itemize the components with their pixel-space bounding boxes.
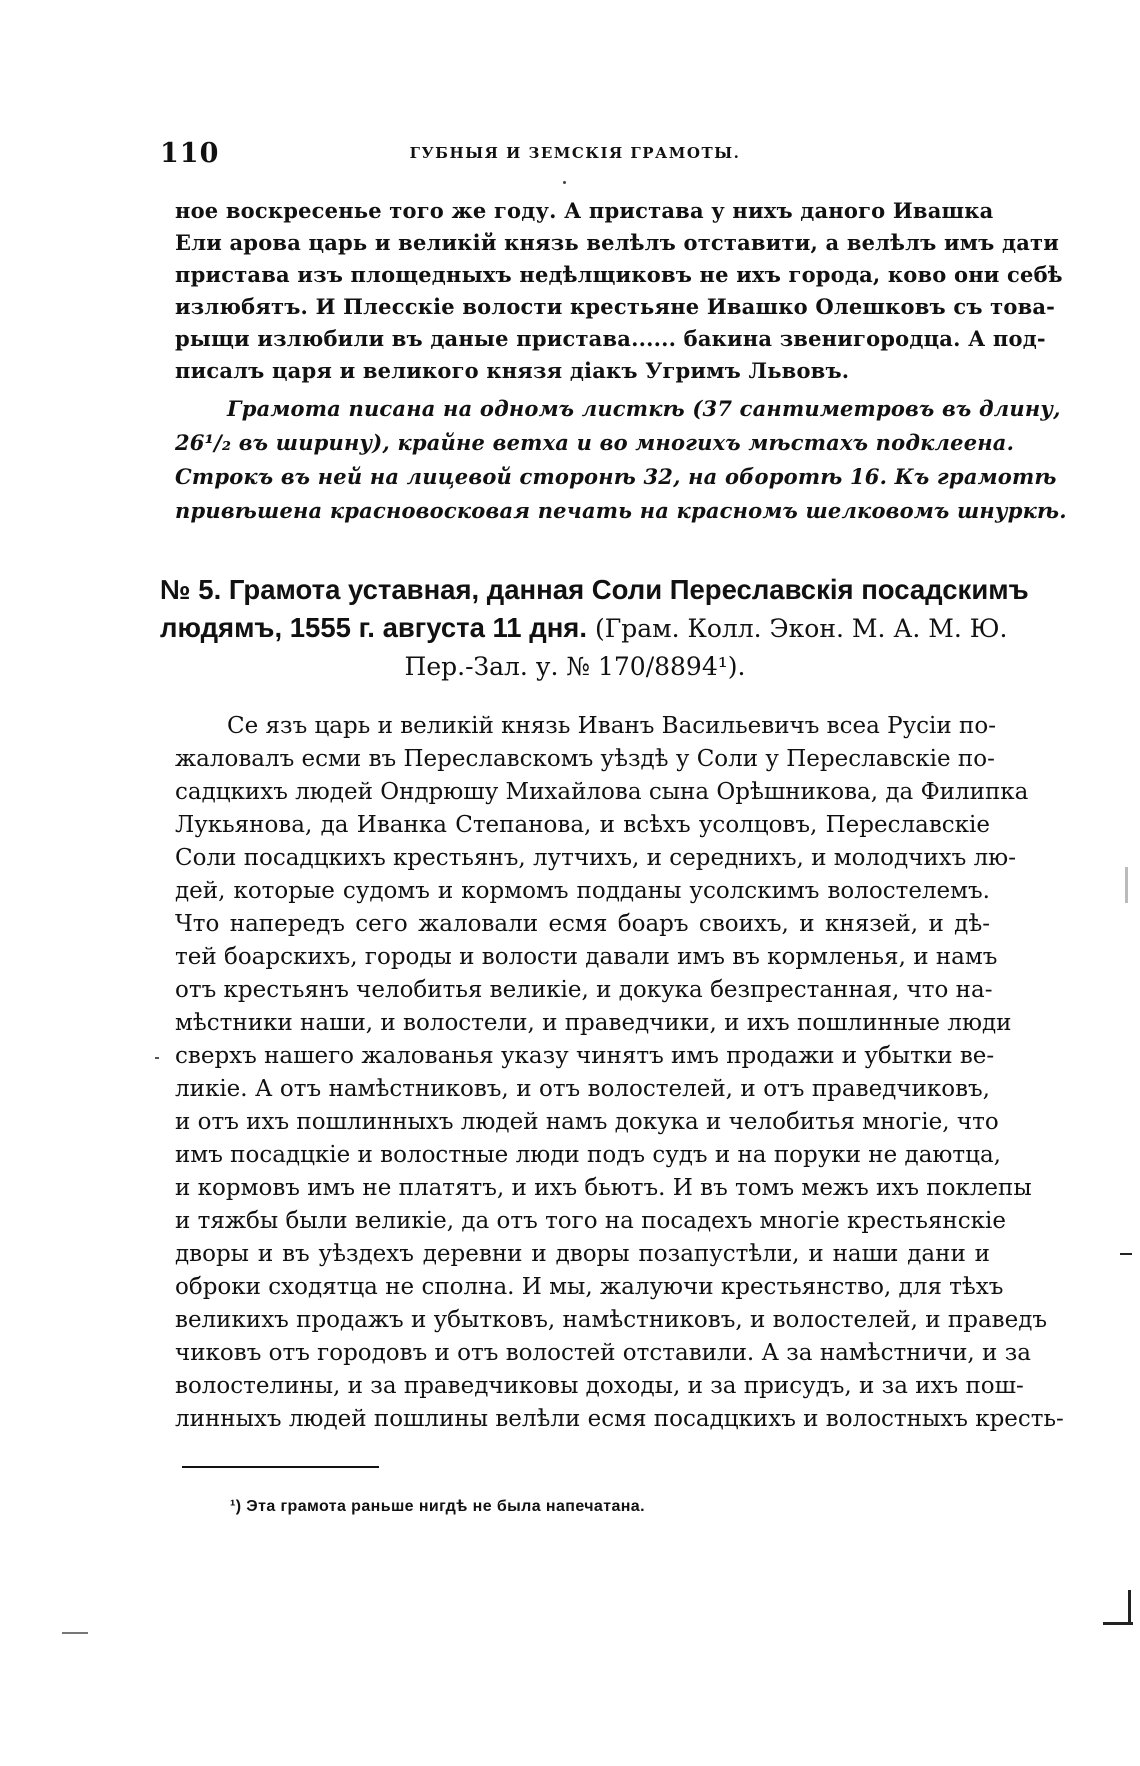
body-line: Лукьянова, да Иванка Степанова, и всѣхъ усолцовъ, Переславскіе [175, 812, 990, 838]
body-line: тей боарскихъ, городы и волости давали имъ въ кормленья, и намъ [175, 944, 998, 970]
body-line: чиковъ отъ городовъ и отъ волостей отставили. А за намѣстничи, и за [175, 1340, 1031, 1366]
document-heading-line-3 [160, 648, 990, 685]
body-line: садцкихъ людей Ондрюшу Михайлова сына Орѣшникова, да Филипка [175, 779, 1029, 805]
intro-line: излюбятъ. И Плесскіе волости крестьяне Ивашко Олешковъ съ това- [175, 294, 1056, 319]
margin-mark [1120, 1253, 1132, 1255]
page-number: 110 [160, 138, 220, 169]
margin-mark [1128, 1590, 1131, 1624]
heading-citation-part: (Грам. Колл. Экон. М. А. М. Ю. [587, 614, 1008, 643]
body-line: линныхъ людей пошлины велѣли есмя посадцкихъ и волостныхъ кресть- [175, 1406, 1064, 1432]
heading-citation-part: Пер.-Зал. у. № 170/8894¹). [404, 652, 746, 681]
document-heading-line-1: № 5. Грамота уставная, данная Соли Переславскія посадскимъ [160, 574, 1029, 605]
body-line: дворы и въ уѣздехъ деревни и дворы позапустѣли, и наши дани и [175, 1241, 990, 1267]
ornament-dot [563, 181, 566, 184]
running-title: ГУБНЫЯ И ЗЕМСКІЯ ГРАМОТЫ. [409, 144, 741, 162]
body-line: Соли посадцкихъ крестьянъ, лутчихъ, и середнихъ, и молодчихъ лю- [175, 845, 1016, 871]
footnote: ¹) Эта грамота раньше нигдѣ не была напечатана. [230, 1498, 645, 1515]
footnote-rule [182, 1466, 379, 1468]
body-line: имъ посадцкіе и волостные люди подъ судъ и на поруки не даютца, [175, 1142, 1001, 1168]
intro-line: писалъ царя и великого князя діакъ Угримъ Львовъ. [175, 358, 850, 383]
margin-mark [62, 1632, 88, 1634]
note-line: привѣшена красновосковая печать на красномъ шелковомъ шнуркѣ. [175, 498, 1067, 523]
body-line: великихъ продажъ и убытковъ, намѣстниковъ, и волостелей, и праведъ [175, 1307, 1048, 1333]
body-line: жаловалъ есми въ Переславскомъ уѣздѣ у Соли у Переславскіе по- [175, 746, 995, 772]
body-line: Что напередъ сего жаловали есмя боаръ своихъ, и князей, и дѣ- [175, 911, 990, 937]
document-heading-line-2 [160, 610, 1008, 647]
heading-bold-part: людямъ, 1555 г. августа 11 дня. [160, 612, 587, 643]
body-line: сверхъ нашего жалованья указу чинятъ имъ продажи и убытки ве- [175, 1043, 995, 1069]
body-line: дей, которые судомъ и кормомъ подданы усолскимъ волостелемъ. [175, 878, 990, 904]
body-line: отъ крестьянъ челобитья великіе, и докука безпрестанная, что на- [175, 977, 993, 1003]
note-line: 26¹/₂ въ ширину), крайне ветха и во многихъ мѣстахъ подклеена. [175, 430, 1015, 455]
margin-mark [1125, 867, 1128, 903]
intro-line: Ели арова царь и великій князь велѣлъ отставити, а велѣлъ имъ дати [175, 230, 1059, 255]
note-line: Строкъ въ ней на лицевой сторонѣ 32, на оборотѣ 16. Къ грамотѣ [175, 464, 1057, 489]
intro-line: рыщи излюбили въ даные пристава...... бакина звенигородца. А под- [175, 326, 1046, 351]
body-line: и тяжбы были великіе, да отъ того на посадехъ многіе крестьянскіе [175, 1208, 1006, 1234]
body-line: волостелины, и за праведчиковы доходы, и за присудъ, и за ихъ пош- [175, 1373, 1024, 1399]
intro-line: ное воскресенье того же году. А пристава у нихъ даного Ивашка [175, 198, 994, 223]
body-line: оброки сходятца не сполна. И мы, жалуючи крестьянство, для тѣхъ [175, 1274, 1004, 1300]
body-line: ликіе. А отъ намѣстниковъ, и отъ волостелей, и отъ праведчиковъ, [175, 1076, 990, 1102]
margin-mark [155, 1057, 159, 1059]
body-line: мѣстники наши, и волостели, и праведчики, и ихъ пошлинные люди [175, 1010, 1012, 1036]
body-line: и отъ ихъ пошлинныхъ людей намъ докука и челобитья многіе, что [175, 1109, 999, 1135]
body-line: Се язъ царь и великій князь Иванъ Васильевичъ всеа Русіи по- [227, 713, 996, 739]
running-head [160, 138, 990, 178]
intro-line: пристава изъ площедныхъ недѣлщиковъ не ихъ города, ково они себѣ [175, 262, 1063, 287]
body-line: и кормовъ имъ не платятъ, и ихъ бьютъ. И въ томъ межъ ихъ поклепы [175, 1175, 1032, 1201]
note-line: Грамота писана на одномъ листкѣ (37 сантиметровъ въ длину, [227, 396, 1061, 421]
